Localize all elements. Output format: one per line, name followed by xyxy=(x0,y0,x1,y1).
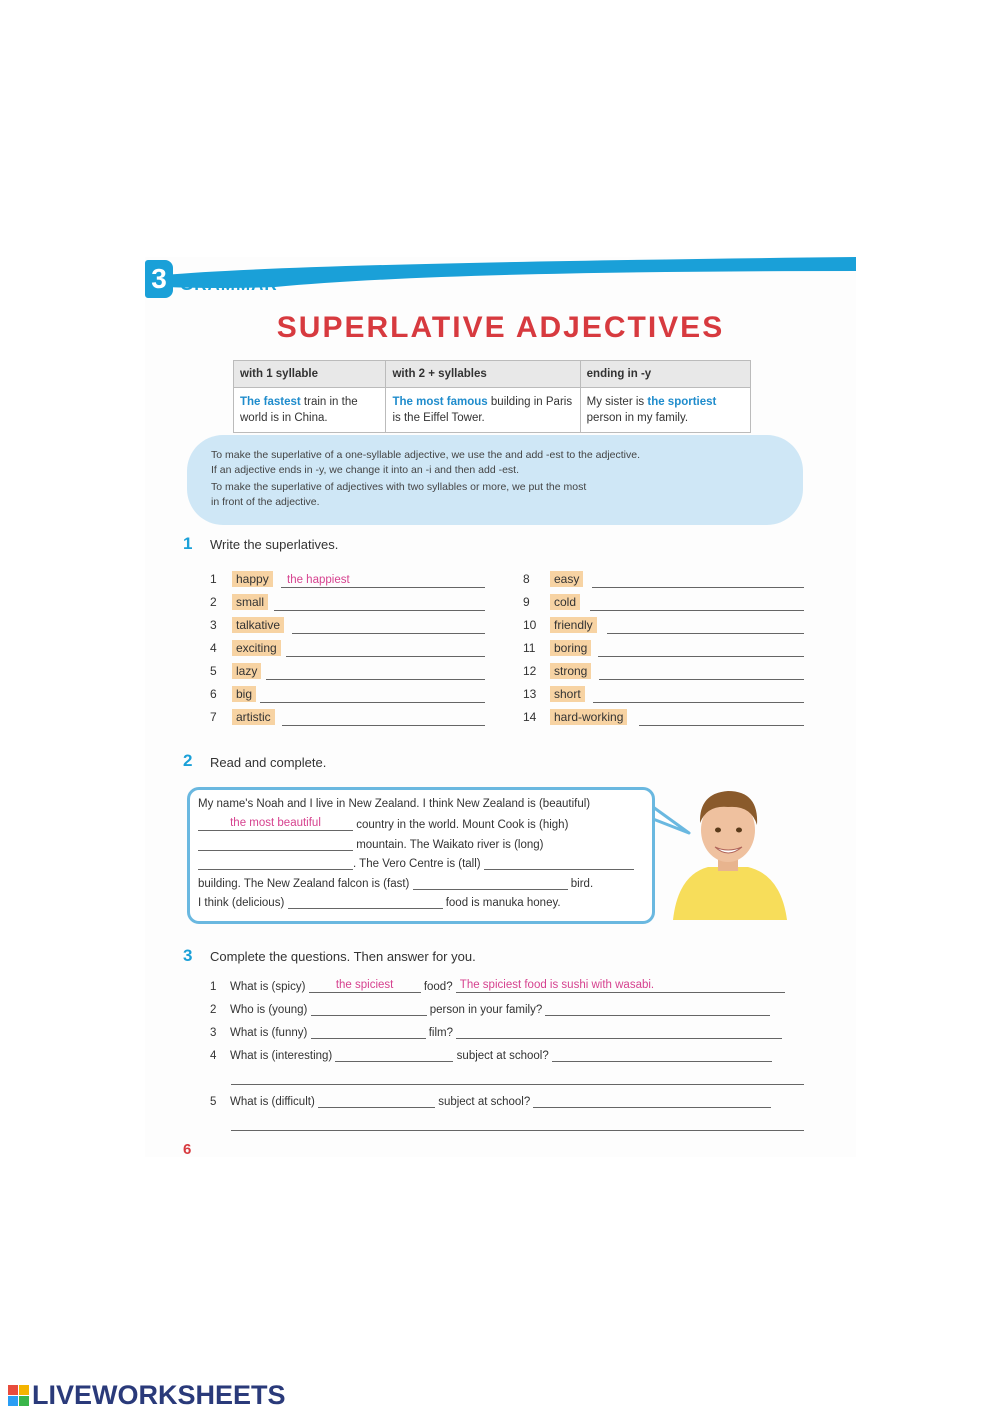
answer-field[interactable] xyxy=(335,1048,453,1062)
list-item xyxy=(210,708,485,726)
answer-field[interactable] xyxy=(590,597,804,611)
bubble-line xyxy=(198,837,543,851)
adjective-word: cold xyxy=(550,594,580,610)
item-number: 5 xyxy=(210,664,217,678)
question-text: film? xyxy=(428,1027,454,1039)
liveworksheets-logo xyxy=(8,1380,286,1411)
adjective-word: strong xyxy=(550,663,591,679)
answer-field[interactable] xyxy=(639,712,804,726)
exercise-number: 3 xyxy=(183,946,193,965)
adjective-word: friendly xyxy=(550,617,597,633)
boy-image xyxy=(663,775,793,920)
bubble-text: food is manuka honey. xyxy=(445,897,561,909)
answer-field[interactable]: the most beautiful xyxy=(198,817,353,831)
bubble-text: building. The New Zealand falcon is (fast) xyxy=(198,878,410,890)
answer-field[interactable] xyxy=(592,574,804,588)
bubble-line xyxy=(198,876,593,890)
logo-text: LIVEWORKSHEETS xyxy=(32,1380,286,1410)
list-item xyxy=(210,593,485,611)
unit-number: 3 xyxy=(145,260,173,298)
logo-blocks-icon xyxy=(8,1385,29,1406)
adjective-word: artistic xyxy=(232,709,275,725)
list-item xyxy=(210,662,485,680)
question-number: 4 xyxy=(210,1050,217,1062)
table-header: with 2 + syllables xyxy=(386,361,580,388)
answer-field[interactable] xyxy=(533,1094,771,1108)
question-row xyxy=(210,979,785,997)
explanation-box xyxy=(187,435,803,525)
adjective-word: lazy xyxy=(232,663,261,679)
question-row xyxy=(210,1002,770,1020)
page-number: 6 xyxy=(183,1141,192,1158)
list-item xyxy=(523,639,804,657)
answer-field[interactable] xyxy=(456,1025,782,1039)
explanation-line: To make the superlative of a one-syllable adjective, we use the and add -est to the adjective. xyxy=(211,449,641,461)
cell-text: person in my family. xyxy=(586,412,689,424)
list-item xyxy=(523,570,804,588)
section-label: GRAMMAR xyxy=(180,275,278,294)
adjective-word: hard-working xyxy=(550,709,627,725)
answer-field[interactable] xyxy=(286,643,485,657)
exercise-number: 1 xyxy=(183,534,193,553)
answer-field[interactable] xyxy=(593,689,804,703)
list-item xyxy=(210,570,485,588)
answer-field[interactable]: the happiest xyxy=(281,574,485,588)
exercise-instruction: Complete the questions. Then answer for you. xyxy=(210,949,476,964)
table-cell xyxy=(386,388,580,433)
explanation-line: If an adjective ends in -y, we change it into an -i and then add -est. xyxy=(211,464,519,476)
bubble-text: . The Vero Centre is (tall) xyxy=(353,858,481,870)
item-number: 4 xyxy=(210,641,217,655)
question-row xyxy=(210,1094,771,1112)
bubble-text: bird. xyxy=(570,878,594,890)
list-item xyxy=(523,616,804,634)
cell-text: building in Paris is the Eiffel Tower. xyxy=(392,396,573,424)
answer-field[interactable]: the spiciest xyxy=(309,979,421,993)
table-row xyxy=(234,388,751,433)
answer-line[interactable] xyxy=(231,1071,804,1085)
answer-field[interactable] xyxy=(552,1048,772,1062)
table-cell xyxy=(234,388,386,433)
list-item xyxy=(523,593,804,611)
explanation-line: in front of the adjective. xyxy=(211,496,320,508)
rules-table xyxy=(233,360,751,433)
list-item xyxy=(523,708,804,726)
list-item xyxy=(210,639,485,657)
answer-field[interactable] xyxy=(484,856,634,870)
item-number: 11 xyxy=(523,641,536,655)
table-header: ending in -y xyxy=(580,361,750,388)
bubble-line xyxy=(198,856,634,870)
adjective-word: short xyxy=(550,686,585,702)
adjective-word: happy xyxy=(232,571,273,587)
question-text: person in your family? xyxy=(429,1004,543,1016)
answer-field[interactable] xyxy=(607,620,804,634)
question-text: What is (interesting) xyxy=(230,1050,333,1062)
question-number: 5 xyxy=(210,1096,217,1108)
bubble-line xyxy=(198,817,568,831)
item-number: 1 xyxy=(210,572,217,586)
answer-field[interactable] xyxy=(311,1025,426,1039)
question-text: What is (difficult) xyxy=(230,1096,315,1108)
list-item xyxy=(210,616,485,634)
item-number: 2 xyxy=(210,595,217,609)
item-number: 10 xyxy=(523,618,537,632)
exercise-number: 2 xyxy=(183,751,193,770)
bubble-text: I think (delicious) xyxy=(198,897,285,909)
bubble-text: mountain. The Waikato river is (long) xyxy=(356,839,544,851)
question-text: subject at school? xyxy=(456,1050,549,1062)
answer-field[interactable] xyxy=(288,895,443,909)
adjective-word: easy xyxy=(550,571,583,587)
answer-field[interactable] xyxy=(545,1002,770,1016)
answer-field[interactable] xyxy=(292,620,485,634)
answer-field[interactable] xyxy=(311,1002,427,1016)
answer-field[interactable] xyxy=(598,643,804,657)
highlight-text: the sportiest xyxy=(647,396,717,408)
answer-field[interactable] xyxy=(260,689,485,703)
question-row xyxy=(210,1025,782,1043)
answer-field[interactable] xyxy=(599,666,804,680)
item-number: 9 xyxy=(523,595,530,609)
answer-field[interactable] xyxy=(318,1094,435,1108)
item-number: 3 xyxy=(210,618,217,632)
table-cell xyxy=(580,388,750,433)
answer-field[interactable] xyxy=(282,712,485,726)
answer-line[interactable] xyxy=(231,1117,804,1131)
answer-field[interactable] xyxy=(198,856,353,870)
highlight-text: The most famous xyxy=(392,396,488,408)
explanation-line: To make the superlative of adjectives with two syllables or more, we put the most xyxy=(211,481,587,493)
list-item xyxy=(523,685,804,703)
bubble-text: My name's Noah and I live in New Zealand. I think New Zealand is (beautiful) xyxy=(198,798,591,810)
question-text: subject at school? xyxy=(438,1096,531,1108)
item-number: 6 xyxy=(210,687,217,701)
bubble-line xyxy=(198,895,561,909)
page-title: SUPERLATIVE ADJECTIVES xyxy=(276,311,725,344)
table-header-row xyxy=(234,361,751,388)
cell-text: My sister is xyxy=(586,396,648,408)
answer-field[interactable] xyxy=(274,597,485,611)
exercise-instruction: Write the superlatives. xyxy=(210,537,339,552)
adjective-word: small xyxy=(232,594,268,610)
question-number: 2 xyxy=(210,1004,217,1016)
question-text: What is (spicy) xyxy=(230,981,306,993)
question-number: 3 xyxy=(210,1027,217,1039)
item-number: 12 xyxy=(523,664,537,678)
item-number: 13 xyxy=(523,687,537,701)
question-text: food? xyxy=(423,981,453,993)
cell-text: train in the world is in China. xyxy=(240,396,358,424)
answer-field[interactable] xyxy=(266,666,485,680)
item-number: 8 xyxy=(523,572,530,586)
question-number: 1 xyxy=(210,981,217,993)
question-row xyxy=(210,1048,772,1066)
highlight-text: The fastest xyxy=(240,396,301,408)
answer-field[interactable] xyxy=(198,837,353,851)
list-item xyxy=(523,662,804,680)
list-item xyxy=(210,685,485,703)
adjective-word: boring xyxy=(550,640,591,656)
speech-bubble xyxy=(187,787,655,924)
worksheet-page xyxy=(145,257,856,1157)
answer-field[interactable] xyxy=(413,876,568,890)
exercise-instruction: Read and complete. xyxy=(210,755,327,770)
adjective-word: talkative xyxy=(232,617,284,633)
bubble-text: country in the world. Mount Cook is (high) xyxy=(356,819,569,831)
item-number: 7 xyxy=(210,710,217,724)
question-text: What is (funny) xyxy=(230,1027,308,1039)
adjective-word: exciting xyxy=(232,640,281,656)
answer-field[interactable]: The spiciest food is sushi with wasabi. xyxy=(456,979,785,993)
adjective-word: big xyxy=(232,686,256,702)
item-number: 14 xyxy=(523,710,537,724)
table-header: with 1 syllable xyxy=(234,361,386,388)
question-text: Who is (young) xyxy=(230,1004,308,1016)
